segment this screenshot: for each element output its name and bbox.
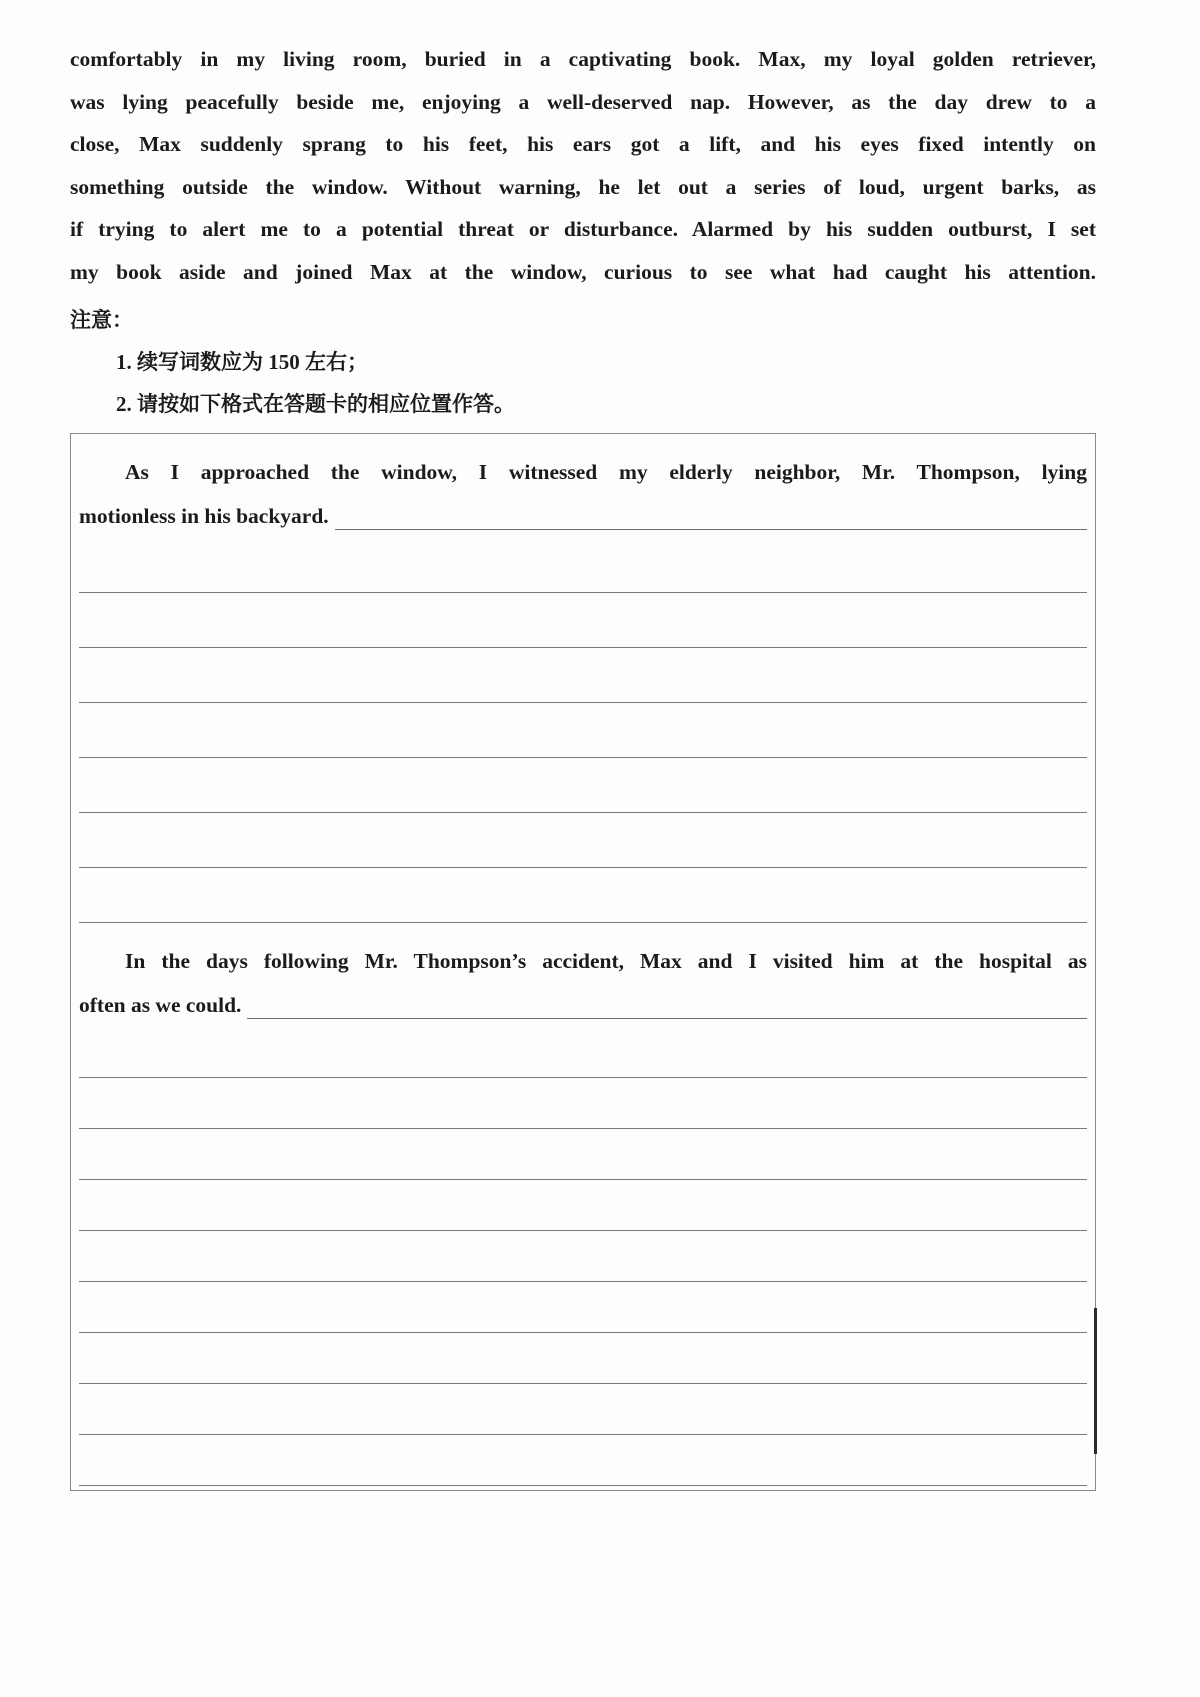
passage-line: close, Max suddenly sprang to his feet, his ears got a lift, and his eyes fixed intently on — [70, 132, 1096, 156]
blank-writing-line — [79, 593, 1087, 648]
continuation-paragraph2-opening-line2 — [79, 983, 1087, 1027]
writing-line — [247, 983, 1087, 1019]
blank-writing-line — [79, 1333, 1087, 1384]
blank-writing-line — [79, 758, 1087, 813]
blank-writing-line — [79, 813, 1087, 868]
writing-lines-section-2 — [79, 1027, 1087, 1486]
note-item-answer-format: 2. 请按如下格式在答题卡的相应位置作答。 — [116, 392, 515, 416]
blank-writing-line — [79, 1384, 1087, 1435]
continuation-paragraph1-opening-line1: As I approached the window, I witnessed my elderly neighbor, Mr. Thompson, lying — [125, 460, 1087, 484]
blank-writing-line — [79, 538, 1087, 593]
blank-writing-line — [79, 1180, 1087, 1231]
blank-writing-line — [79, 1435, 1087, 1486]
scan-edge-artifact-line — [1094, 1308, 1097, 1454]
passage-line: something outside the window. Without warning, he let out a series of loud, urgent barks, as — [70, 174, 1096, 199]
blank-writing-line — [79, 1027, 1087, 1078]
blank-writing-line — [79, 1129, 1087, 1180]
passage-line: if trying to alert me to a potential threat or disturbance. Alarmed by his sudden outburst, I set — [70, 217, 1096, 241]
passage-continuation-paragraph — [70, 38, 1096, 293]
notes-label: 注意： — [70, 308, 133, 332]
blank-writing-line — [79, 868, 1087, 923]
passage-line: comfortably in my living room, buried in a captivating book. Max, my loyal golden retriever, — [70, 47, 1096, 71]
continuation-paragraph1-opening-line2 — [79, 494, 1087, 538]
blank-writing-line — [79, 1231, 1087, 1282]
continuation-paragraph2-opening-line1: In the days following Mr. Thompson’s accident, Max and I visited him at the hospital as — [125, 949, 1087, 973]
note-item-word-count: 1. 续写词数应为 150 左右； — [116, 350, 368, 374]
writing-line — [335, 494, 1087, 530]
blank-writing-line — [79, 1282, 1087, 1333]
passage-line: was lying peacefully beside me, enjoying a well-deserved nap. However, as the day drew to a — [70, 89, 1096, 114]
writing-lines-section-1 — [79, 538, 1087, 923]
page-content — [70, 38, 1096, 1491]
blank-writing-line — [79, 648, 1087, 703]
blank-writing-line — [79, 1078, 1087, 1129]
answer-sheet-format-box — [70, 433, 1096, 1491]
passage-line: my book aside and joined Max at the window, curious to see what had caught his attention. — [70, 259, 1096, 284]
paragraph1-opening-text: motionless in his backyard. — [79, 504, 329, 528]
blank-writing-line — [79, 703, 1087, 758]
paragraph2-opening-text: often as we could. — [79, 993, 242, 1017]
